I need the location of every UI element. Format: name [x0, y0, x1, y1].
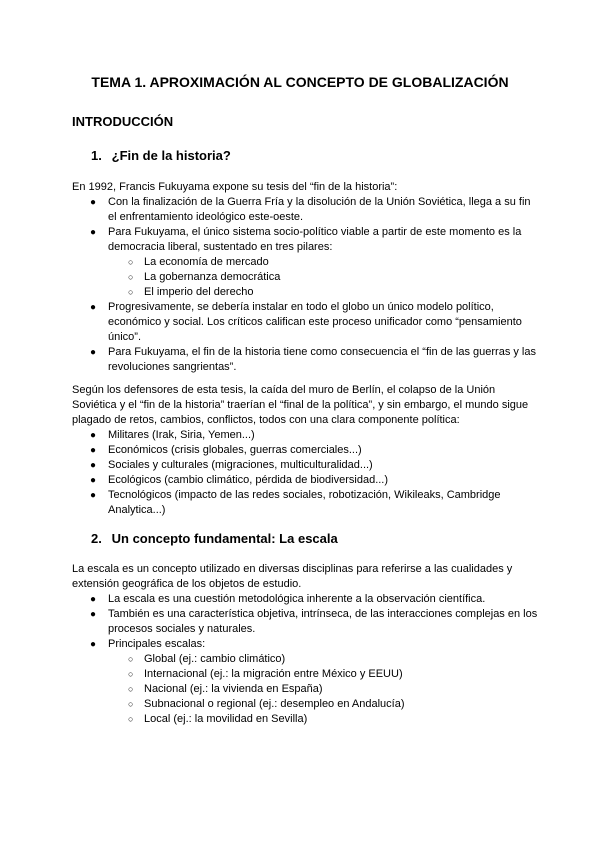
introduction-heading: INTRODUCCIÓN	[72, 114, 174, 129]
section-2-title: Un concepto fundamental: La escala	[111, 531, 338, 546]
list-item-text: Progresivamente, se debería instalar en todo el globo un único modelo político, económico y social. Los críticos califican este proceso unificador como “pensamiento único”.	[108, 301, 522, 343]
list-item-text: La gobernanza democrática	[144, 271, 281, 283]
list-item-text: También es una característica objetiva, intrínseca, de las interacciones complejas en los procesos sociales y naturales.	[108, 608, 538, 635]
circle-bullet-icon: ○	[128, 272, 134, 282]
bullet-icon: ●	[90, 460, 97, 471]
section-2-bullet-list	[72, 592, 542, 727]
list-item	[72, 473, 542, 488]
bullet-icon: ●	[90, 639, 97, 650]
section-2-intro: La escala es un concepto utilizado en diversas disciplinas para referirse a las cualidades y extensión geográfica de los objetos de estudio.	[72, 563, 513, 590]
list-item-text: Militares (Irak, Siria, Yemen...)	[108, 429, 255, 441]
bullet-icon: ●	[90, 490, 97, 501]
bullet-icon: ●	[90, 609, 97, 620]
list-item	[108, 285, 542, 300]
list-item	[72, 592, 542, 607]
bullet-icon: ●	[90, 430, 97, 441]
list-item	[72, 607, 542, 637]
list-item	[108, 270, 542, 285]
list-item	[72, 195, 542, 225]
list-item-text: La economía de mercado	[144, 256, 269, 268]
list-item	[108, 697, 542, 712]
circle-bullet-icon: ○	[128, 257, 134, 267]
list-item-text: El imperio del derecho	[144, 286, 254, 298]
section-1-heading	[91, 147, 231, 164]
list-item	[108, 652, 542, 667]
list-item-text: Internacional (ej.: la migración entre México y EEUU)	[144, 668, 403, 680]
circle-bullet-icon: ○	[128, 684, 134, 694]
pilares-list	[108, 255, 542, 300]
circle-bullet-icon: ○	[128, 669, 134, 679]
list-item	[108, 255, 542, 270]
section-2-heading	[91, 530, 338, 547]
list-item-text: Tecnológicos (impacto de las redes sociales, robotización, Wikileaks, Cambridge Analytica...)	[108, 489, 501, 516]
document-title: TEMA 1. APROXIMACIÓN AL CONCEPTO DE GLOBALIZACIÓN	[91, 74, 509, 90]
bullet-icon: ●	[90, 302, 97, 313]
section-1-bullet-list	[72, 195, 542, 375]
circle-bullet-icon: ○	[128, 699, 134, 709]
list-item	[72, 428, 542, 443]
section-1-paragraph-2: Según los defensores de esta tesis, la caída del muro de Berlín, el colapso de la Unión Soviética y el “fin de la historia” traerían el “final de la política”, y sin embargo, el mundo sigue plagado de retos, cambios, conflictos, todos con una clara componente política:	[72, 384, 529, 426]
section-2-number: 2.	[91, 531, 102, 546]
list-item	[72, 458, 542, 473]
list-item	[72, 225, 542, 300]
list-item-text: Sociales y culturales (migraciones, multiculturalidad...)	[108, 459, 373, 471]
bullet-icon: ●	[90, 197, 97, 208]
list-item	[72, 637, 542, 727]
list-item	[72, 488, 542, 518]
circle-bullet-icon: ○	[128, 654, 134, 664]
bullet-icon: ●	[90, 227, 97, 238]
list-item-text: Global (ej.: cambio climático)	[144, 653, 286, 665]
list-item-text: Económicos (crisis globales, guerras comerciales...)	[108, 444, 362, 456]
list-item-text: Subnacional o regional (ej.: desempleo en Andalucía)	[144, 698, 405, 710]
list-item-text: Para Fukuyama, el único sistema socio-político viable a partir de este momento es la democracia liberal, sustentado en tres pilares:	[108, 226, 522, 253]
list-item	[108, 712, 542, 727]
list-item-text: Ecológicos (cambio climático, pérdida de biodiversidad...)	[108, 474, 389, 486]
list-item-text: Con la finalización de la Guerra Fría y la disolución de la Unión Soviética, llega a su fin el enfrentamiento ideológico este-oeste.	[108, 196, 531, 223]
list-item	[72, 300, 542, 345]
list-item	[72, 443, 542, 458]
list-item-text: Para Fukuyama, el fin de la historia tiene como consecuencia el “fin de las guerras y las revoluciones sangrientas”.	[108, 346, 536, 373]
circle-bullet-icon: ○	[128, 714, 134, 724]
bullet-icon: ●	[90, 594, 97, 605]
list-item	[108, 667, 542, 682]
bullet-icon: ●	[90, 475, 97, 486]
list-item	[108, 682, 542, 697]
circle-bullet-icon: ○	[128, 287, 134, 297]
list-item-text: Nacional (ej.: la vivienda en España)	[144, 683, 323, 695]
bullet-icon: ●	[90, 445, 97, 456]
section-1-number: 1.	[91, 148, 102, 163]
bullet-icon: ●	[90, 347, 97, 358]
section-1-intro: En 1992, Francis Fukuyama expone su tesis del “fin de la historia”:	[72, 181, 398, 193]
list-item	[72, 345, 542, 375]
retos-list	[72, 428, 542, 518]
list-item-text: La escala es una cuestión metodológica inherente a la observación científica.	[108, 593, 486, 605]
escalas-list	[108, 652, 542, 727]
list-item-text: Local (ej.: la movilidad en Sevilla)	[144, 713, 308, 725]
list-item-text: Principales escalas:	[108, 638, 206, 650]
section-1-title: ¿Fin de la historia?	[111, 148, 231, 163]
